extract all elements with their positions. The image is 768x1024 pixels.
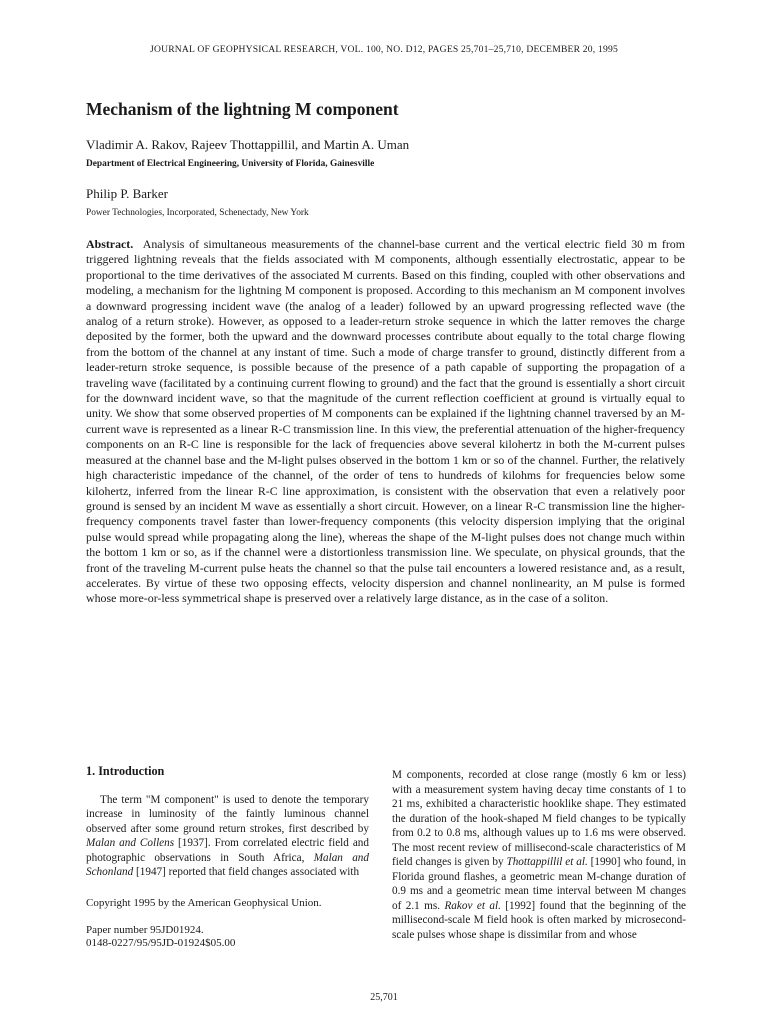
intro-text: [1937]. From correlated electric field and photographic observations in South Africa, [86, 837, 369, 864]
abstract-label: Abstract. [86, 237, 134, 251]
citation-rakov: Rakov et al. [444, 899, 501, 912]
left-column [86, 764, 369, 950]
right-column [392, 768, 686, 942]
abstract-text: Analysis of simultaneous measurements of the channel-base current and the vertical electric field 30 m from triggered lightning reveals that the fields associated with M components, although essentially electrostatic, appear to be proportional to the time derivatives of the associated M currents. Based on this finding, coupled with other observations and modeling, a mechanism for the lightning M component is proposed. According to this mechanism an M component involves a downward progressing incident wave (the analog of a leader) followed by an upward progressing reflected wave (the analog of a return stroke). However, as opposed to a leader-return stroke sequence in which the latter removes the charge deposited by the former, both the upward and the downward processes contribute about equally to the total charge flowing from the bottom of the channel at any instant of time. Such a mode of charge transfer to ground, distinctly different from a leader-return stroke sequence, is possible because of the presence of a path capable of supporting the propagation of a traveling wave (facilitated by a continuing current flowing to ground) and the fact that the ground is essentially a short circuit for the downward incident wave, so that the magnitude of the current reflection coefficient at ground is virtually equal to unity. We show that some observed properties of M components can be explained if the lightning channel traversed by an M-current wave is represented as a linear R-C transmission line. In this view, the preferential attenuation of the higher-frequency components on an R-C line is responsible for the lack of frequencies above several kilohertz in both the M-current pulses measured at the channel base and the M-light pulses observed in the bottom 1 km or so of the channel. Further, the relatively high characteristic impedance of the channel, of the order of tens to hundreds of kilohms for frequencies below some kilohertz, inferred from the linear R-C line approximation, is consistent with the observation that even a relatively poor ground is sensed by an incident M wave as essentially a short circuit. However, on a linear R-C transmission line the higher-frequency components travel faster than lower-frequency components (this velocity dispersion implying that the original pulse would spread while propagating along the line), whereas the shape of the M-light pulses does not change much within the bottom 1 km or so, as if the channel were a distortionless transmission line. We speculate, on physical grounds, that the front of the traveling M-current pulse heats the channel so that the pulse tail encounters a lowered resistance and, as a result, accelerates. By virtue of these two opposing effects, velocity dispersion and channel nonlinearity, an M pulse is formed whose more-or-less symmetrical shape is preserved over a relatively large distance, as in the case of a soliton. [86, 237, 685, 606]
intro-text: M components, recorded at close range (mostly 6 km or less) with a measurement system having decay time constants of 1 to 21 ms, exhibited a characteristic hooklike shape. They estimated the duration of the hook-shaped M field changes to be typically from 0.2 to 0.8 ms, although values up to 1.6 ms were observed. The most recent review of millisecond-scale characteristics of M field changes is given by [392, 769, 686, 868]
page-number: 25,701 [370, 992, 398, 1003]
intro-text: The term "M component" is used to denote the temporary increase in luminosity of the faintly luminous channel observed after some ground return strokes, first described by [86, 793, 369, 835]
running-head: JOURNAL OF GEOPHYSICAL RESEARCH, VOL. 100, NO. D12, PAGES 25,701–25,710, DECEMBER 20, 1995 [150, 44, 618, 55]
intro-text: [1947] reported that field changes associated with [133, 866, 360, 878]
intro-text: [1990] who found, in Florida ground flashes, a geometric mean M-change duration of 0.9 ms and a geometric mean time interval between M changes of 2.1 ms. [392, 856, 686, 912]
intro-paragraph-left [86, 793, 369, 880]
copyright-notice: Copyright 1995 by the American Geophysical Union. [86, 896, 322, 909]
citation-thottappillil: Thottappillil et al. [506, 856, 588, 868]
affiliation-secondary: Power Technologies, Incorporated, Schenectady, New York [86, 208, 309, 218]
paper-identifier [86, 924, 369, 950]
section-heading-introduction: 1. Introduction [86, 764, 165, 778]
citation-malan-schonland: Malan and Schonland [86, 851, 369, 878]
intro-paragraph-right [392, 768, 686, 942]
affiliation-primary: Department of Electrical Engineering, University of Florida, Gainesville [86, 159, 375, 169]
author-secondary: Philip P. Barker [86, 186, 168, 201]
citation-malan-collens: Malan and Collens [86, 837, 175, 849]
intro-text: [1992] found that the beginning of the millisecond-scale M field hook is often marked by microsecond-scale pulses whose shape is dissimilar from and whose [392, 899, 687, 941]
paper-number: Paper number 95JD01924. [86, 924, 204, 936]
issn-code: 0148-0227/95/95JD-01924$05.00 [86, 937, 236, 949]
author-list: Vladimir A. Rakov, Rajeev Thottappillil, and Martin A. Uman [86, 137, 410, 152]
paper-title: Mechanism of the lightning M component [86, 99, 399, 119]
abstract [86, 237, 685, 607]
